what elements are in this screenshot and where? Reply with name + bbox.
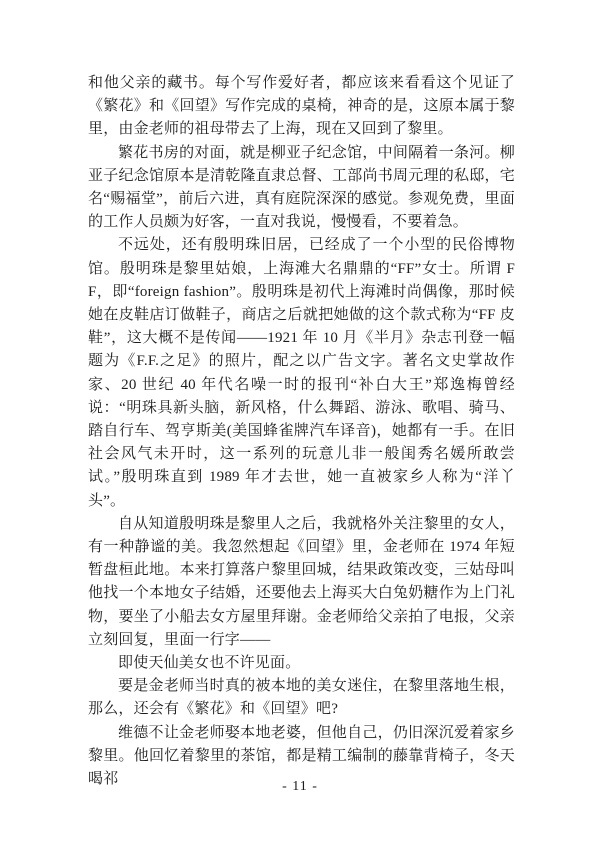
paragraph: 不远处，还有殷明珠旧居，已经成了一个小型的民俗博物馆。殷明珠是黎里姑娘，上海滩大名鼎鼎的“FF”女士。所谓 FF，即“foreign fashion”。殷明珠是初代上海滩时尚偶像，那时候她在皮鞋店订做鞋子，商店之后就把她做的这个款式称为“FF 皮鞋”，这大概不是传闻——1921 年 10 月《半月》杂志刊登一幅题为《F.F.之足》的照片，配之以广告文字。著名文史掌故作家、20 世纪 40 年代名噪一时的报刊“补白大王”郑逸梅曾经说：“明珠具新头脑，新风格，什么舞蹈、游泳、歌唱、骑马、踏自行车、驾亨斯美(美国蜂雀牌汽车译音)，她都有一手。在旧社会风气未开时，这一系列的玩意儿非一般闺秀名媛所敢尝试。”殷明珠直到 1989 年才去世，她一直被家乡人称为“洋丫头”。 — [88, 237, 515, 509]
paragraph: 要是金老师当时真的被本地的美女迷住，在黎里落地生根，那么，还会有《繁花》和《回望》吧? — [88, 678, 515, 718]
paragraph: 和他父亲的藏书。每个写作爱好者，都应该来看看这个见证了《繁花》和《回望》写作完成的桌椅，神奇的是，这原本属于黎里，由金老师的祖母带去了上海，现在又回到了黎里。 — [88, 75, 515, 138]
paragraph: 自从知道殷明珠是黎里人之后，我就格外关注黎里的女人，有一种静谧的美。我忽然想起《回望》里，金老师在 1974 年短暂盘桓此地。本来打算落户黎里回城，结果政策改变，三姑母叫他找一个本地女子结婚，还要他去上海买大白兔奶糖作为上门礼物，要坐了小船去女方屋里拜谢。金老师给父亲拍了电报，父亲立刻回复，里面一行字—— — [88, 515, 515, 648]
paragraph: 维德不让金老师娶本地老婆，但他自己，仍旧深沉爱着家乡黎里。他回忆着黎里的茶馆，都是精工编制的藤靠背椅子，冬天喝祁 — [88, 724, 515, 788]
paragraph: 即使天仙美女也不许见面。 — [118, 655, 301, 672]
article-body — [88, 72, 515, 791]
paragraph: 繁花书房的对面，就是柳亚子纪念馆，中间隔着一条河。柳亚子纪念馆原本是清乾隆直隶总督、工部尚书周元理的私邸，宅名“赐福堂”，前后六进，真有庭院深深的感觉。参观免费，里面的工作人员颇为好客，一直对我说，慢慢看，不要着急。 — [88, 144, 515, 231]
page-number: - 11 - — [282, 779, 318, 794]
